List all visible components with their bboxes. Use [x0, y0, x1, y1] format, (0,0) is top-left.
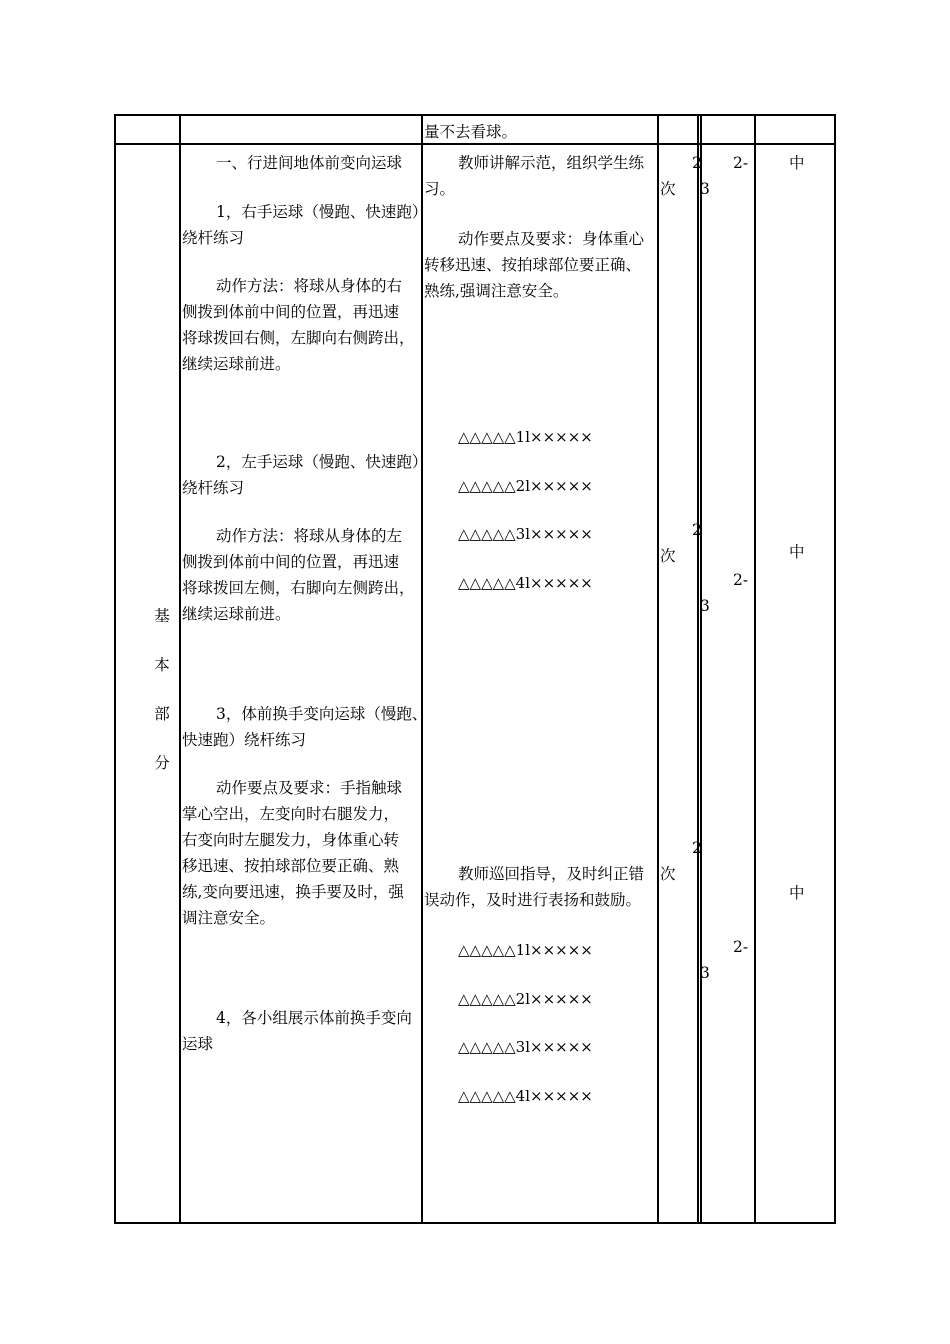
item-2-method-line: 侧拨到体前中间的位置，再迅速: [182, 553, 400, 571]
table-bottom-border: [114, 1222, 836, 1224]
count-unit: 次: [660, 865, 676, 883]
item-3-req-line: 移迅速、按拍球部位要正确、熟: [182, 857, 400, 875]
count-unit: 次: [660, 547, 676, 565]
col-border-left: [114, 114, 116, 1224]
count-reps-top: 2: [692, 839, 702, 857]
count-reps-top: 2: [692, 154, 702, 172]
item-3-req-line: 右变向时左腿发力，身体重心转: [182, 831, 400, 849]
col-divider-4: [697, 114, 699, 1224]
count-reps-top: 2: [692, 521, 702, 539]
item-3-req-line: 掌心空出，左变向时右腿发力，: [182, 805, 400, 823]
method-line: 教师讲解示范，组织学生练: [458, 154, 645, 172]
intensity-value: 中: [789, 884, 805, 902]
section-label: [152, 592, 178, 788]
time-value: 2-: [733, 571, 749, 589]
item-1-method: [182, 273, 415, 377]
section-label-char: 基: [154, 607, 170, 625]
table-top-border: [114, 114, 836, 116]
item-1-title-line: 1，右手运球（慢跑、快速跑）: [216, 203, 428, 221]
section-label-char: 分: [154, 754, 170, 772]
formation-row: △△△△△3l×××××: [458, 1038, 593, 1056]
section-label-char: 部: [154, 705, 170, 723]
item-3-title-line: 快速跑）绕杆练习: [182, 731, 307, 749]
item-1-title-line: 绕杆练习: [182, 229, 245, 247]
item-1-method-line: 动作方法：将球从身体的右: [216, 277, 403, 295]
col-divider-2: [421, 114, 423, 1224]
col-divider-5: [754, 114, 756, 1224]
intensity-value: 中: [789, 543, 805, 561]
formation-row: △△△△△1l×××××: [458, 428, 593, 446]
item-3-title-line: 3，体前换手变向运球（慢跑、: [216, 705, 428, 723]
item-1-method-line: 将球拨回右侧，左脚向右侧跨出，: [182, 329, 415, 347]
col-divider-3: [657, 114, 659, 1224]
time-value: 2-: [733, 154, 749, 172]
section-label-char: 本: [154, 656, 170, 674]
count-reps-bottom: 3: [700, 964, 710, 982]
method-line: 教师巡回指导，及时纠正错: [458, 865, 645, 883]
method-block-1-requirements: [424, 226, 644, 304]
count-unit: 次: [660, 180, 676, 198]
intensity-value: 中: [789, 154, 805, 172]
item-1-method-line: 继续运球前进。: [182, 355, 291, 373]
item-3-req-line: 调注意安全。: [182, 909, 276, 927]
item-2-title-line: 2，左手运球（慢跑、快速跑）: [216, 453, 428, 471]
item-3-requirements: [182, 775, 404, 931]
col-border-right: [834, 114, 836, 1224]
item-4-title-line: 4，各小组展示体前换手变向: [216, 1009, 412, 1027]
item-4-title: [182, 1005, 412, 1057]
count-reps-bottom: 3: [700, 597, 710, 615]
item-1-method-line: 侧拨到体前中间的位置，再迅速: [182, 303, 400, 321]
formation-row: △△△△△1l×××××: [458, 941, 593, 959]
col-divider-1: [179, 114, 181, 1224]
count-reps-bottom: 3: [700, 180, 710, 198]
item-4-title-line: 运球: [182, 1035, 214, 1053]
formation-row: △△△△△4l×××××: [458, 574, 593, 592]
item-heading: 一、行进间地体前变向运球: [216, 154, 403, 172]
item-2-method: [182, 523, 415, 627]
item-2-title: [182, 449, 427, 501]
method-block-1: [424, 150, 644, 202]
formation-row: △△△△△4l×××××: [458, 1087, 593, 1105]
method-req-line: 转移迅速、按拍球部位要正确、: [424, 256, 642, 274]
item-3-req-line: 动作要点及要求：手指触球: [216, 779, 403, 797]
formation-row: △△△△△2l×××××: [458, 990, 593, 1008]
method-line: 习。: [424, 180, 456, 198]
formation-row: △△△△△3l×××××: [458, 525, 593, 543]
item-3-req-line: 练,变向要迅速，换手要及时，强: [182, 883, 404, 901]
item-3-title: [182, 701, 427, 753]
item-2-title-line: 绕杆练习: [182, 479, 245, 497]
method-req-line: 熟练,强调注意安全。: [424, 282, 569, 300]
method-line: 误动作，及时进行表扬和鼓励。: [424, 891, 642, 909]
item-1-title: [182, 199, 427, 251]
method-block-2: [424, 861, 644, 913]
col-divider-4b: [700, 114, 702, 1224]
item-2-method-line: 动作方法：将球从身体的左: [216, 527, 403, 545]
item-2-method-line: 将球拨回左侧，右脚向左侧跨出，: [182, 579, 415, 597]
method-continuation-text: 量不去看球。: [424, 123, 518, 141]
item-2-method-line: 继续运球前进。: [182, 605, 291, 623]
formation-row: △△△△△2l×××××: [458, 477, 593, 495]
method-req-line: 动作要点及要求：身体重心: [458, 230, 645, 248]
time-value: 2-: [733, 938, 749, 956]
